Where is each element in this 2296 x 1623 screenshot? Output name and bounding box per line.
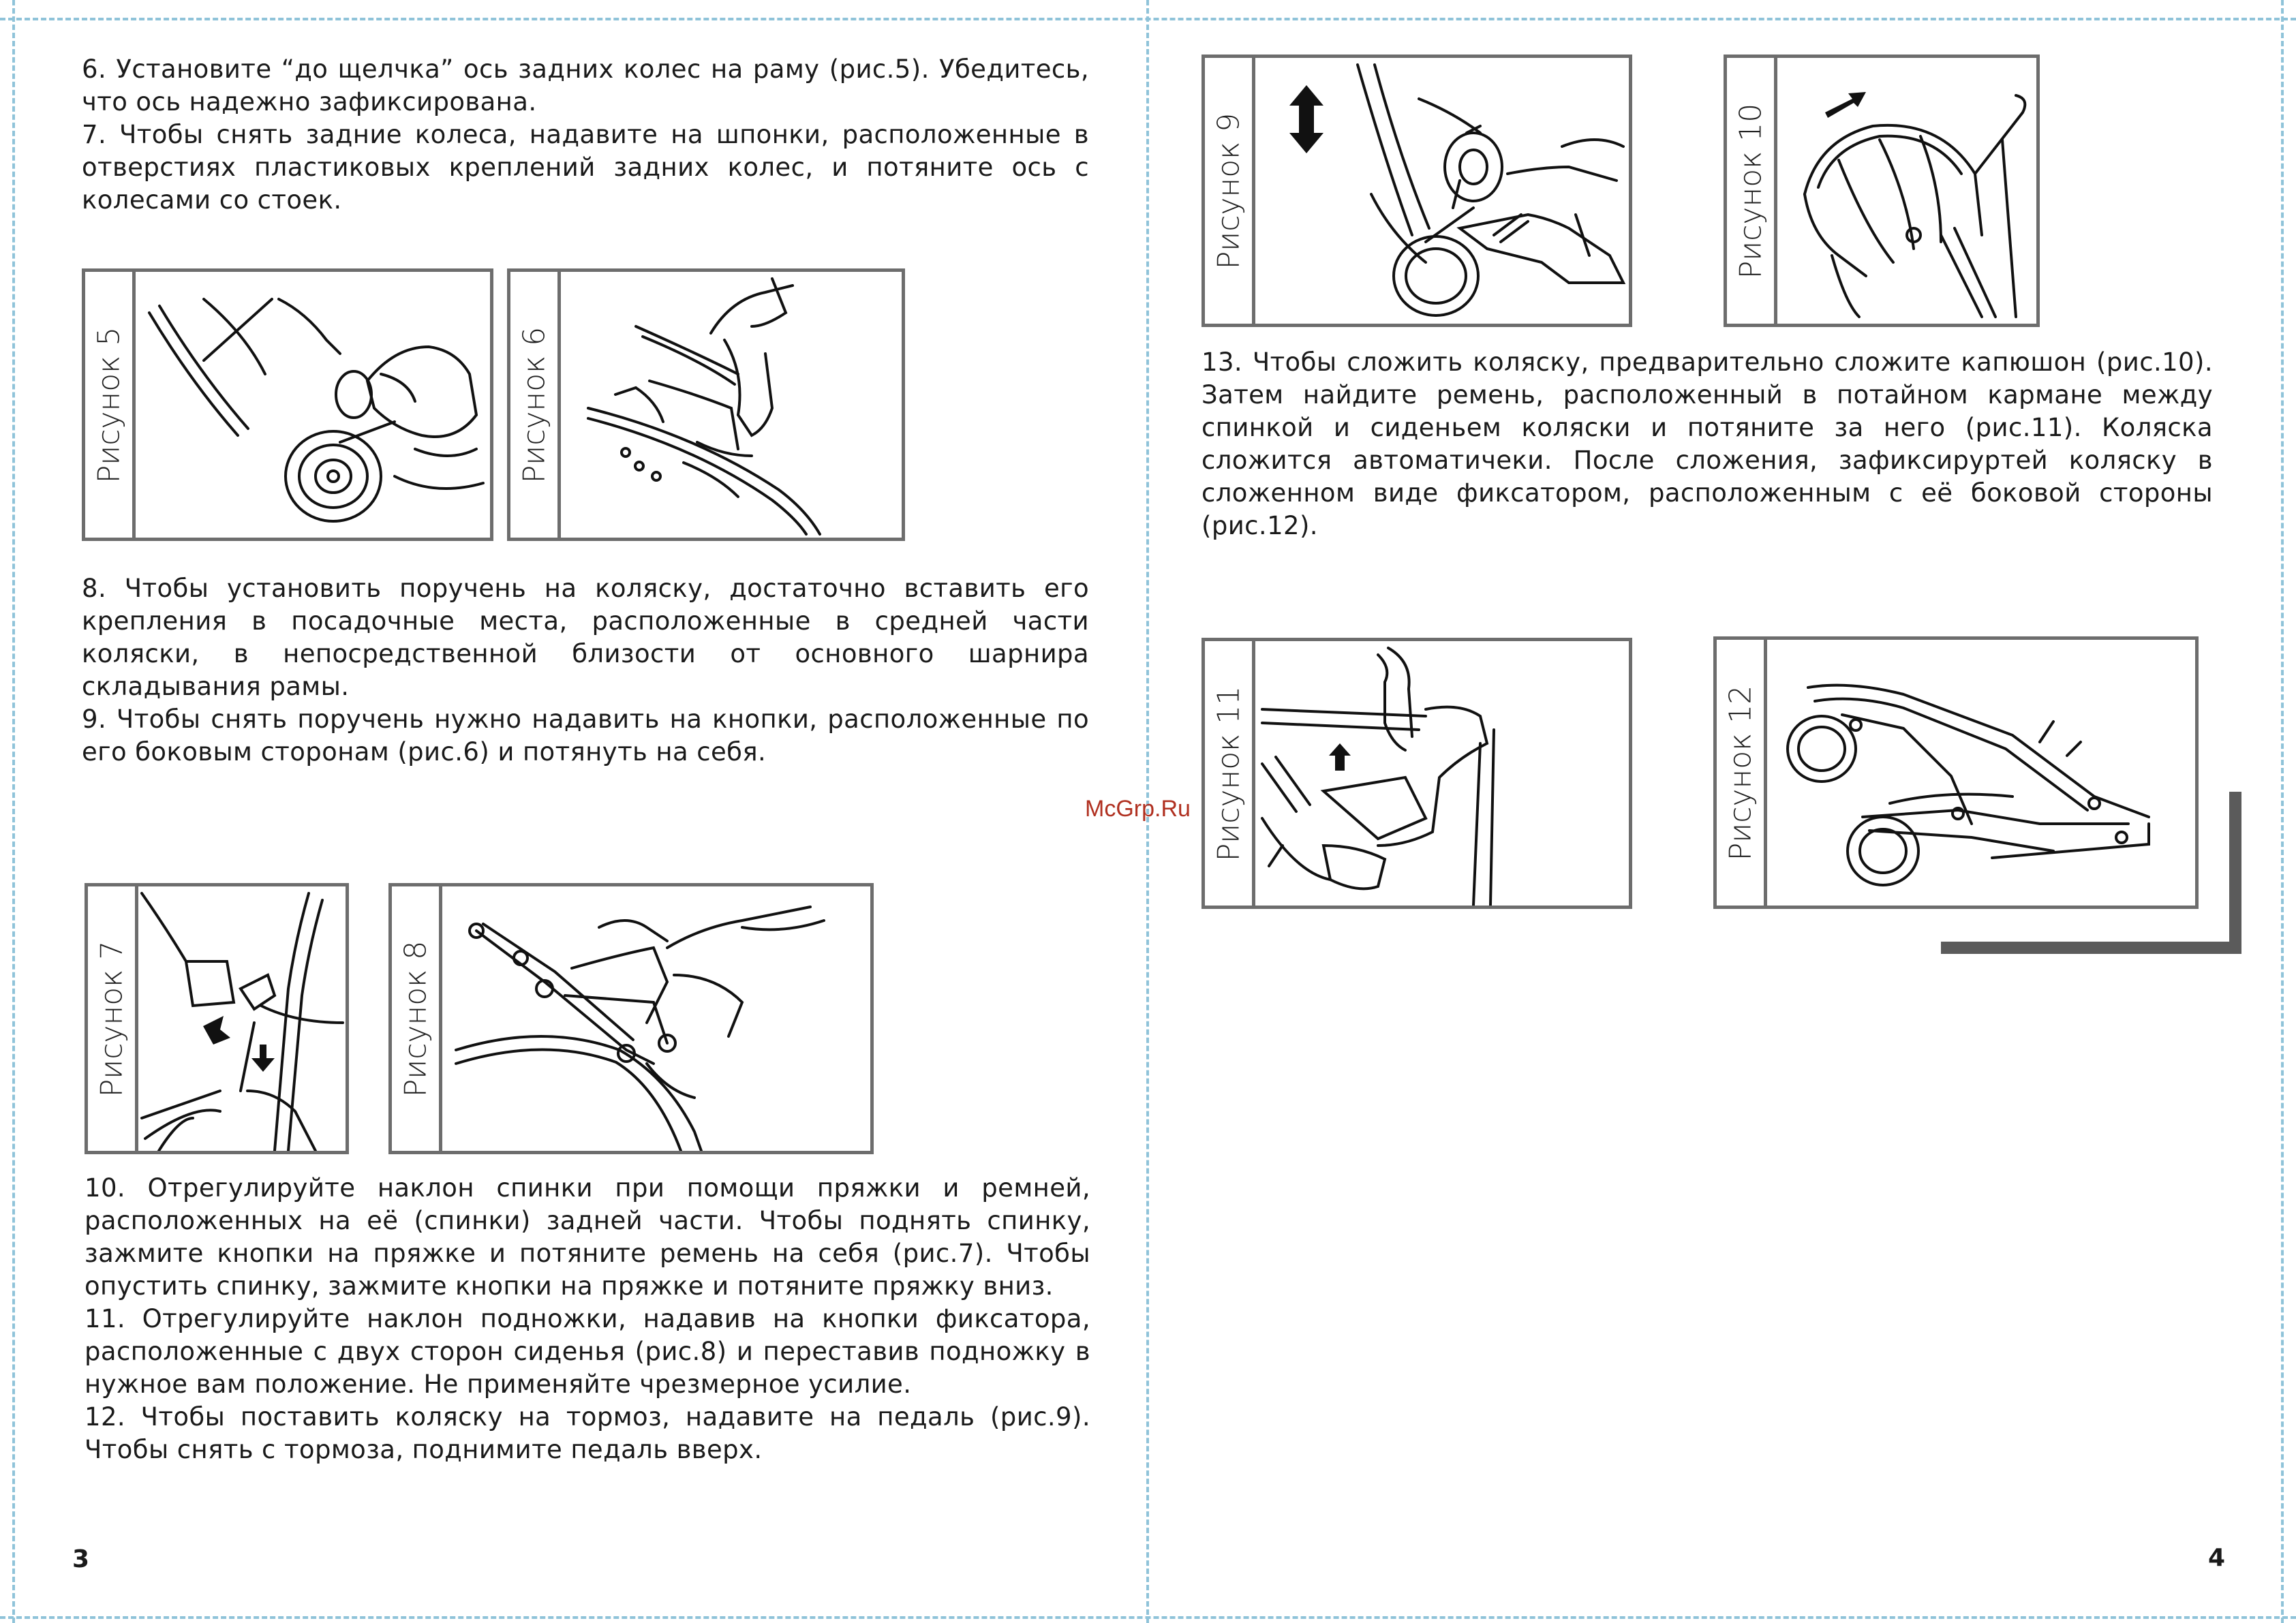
figure-12-caption: Рисунок 12 bbox=[1717, 640, 1767, 906]
figure-8-illustration bbox=[442, 886, 870, 1151]
figure-11-caption: Рисунок 11 bbox=[1205, 641, 1255, 906]
figure-9-illustration bbox=[1255, 58, 1629, 324]
step-10: 10. Отрегулируйте наклон спинки при помощи пряжки и ремней, расположенных на её (спинки) задней части. Чтобы поднять спинку, зажмите кнопки на пряжке и потяните ремень на себя (рис.7). Чтобы опустить спинку, зажмите кнопки на пряжке и потяните пряжку вниз. bbox=[85, 1173, 1090, 1301]
step-8: 8. Чтобы установить поручень на коляску, достаточно вставить его крепления в посадочные места, расположенные в средней части коляски, в непосредственной близости от основного шарнира складывания рамы. bbox=[82, 574, 1089, 701]
figure-5-illustration bbox=[136, 272, 490, 538]
page-number-3: 3 bbox=[72, 1545, 90, 1573]
step-6: 6. Установите “до щелчка” ось задних колес на раму (рис.5). Убедитесь, что ось надежно зафиксирована. bbox=[82, 55, 1089, 117]
figure-7 bbox=[85, 883, 349, 1154]
page-4 bbox=[1148, 0, 2296, 1623]
figure-8-caption: Рисунок 8 bbox=[392, 886, 442, 1151]
figure-5 bbox=[82, 268, 493, 541]
step-11: 11. Отрегулируйте наклон подножки, надавив на кнопки фиксатора, расположенные с двух сторон сиденья (рис.8) и переставив подножку в нужное вам положение. Не применяйте чрезмерное усилие. bbox=[85, 1304, 1090, 1399]
figure-12 bbox=[1713, 636, 2199, 909]
corner-mark-horizontal bbox=[1941, 942, 2241, 954]
figure-7-caption: Рисунок 7 bbox=[88, 886, 138, 1151]
figure-6-illustration bbox=[561, 272, 902, 538]
figure-10-caption: Рисунок 10 bbox=[1727, 58, 1777, 324]
figure-6 bbox=[507, 268, 905, 541]
figure-9 bbox=[1201, 55, 1632, 327]
figure-11 bbox=[1201, 638, 1632, 909]
step-12: 12. Чтобы поставить коляску на тормоз, надавите на педаль (рис.9). Чтобы снять с тормоза, поднимите педаль вверх. bbox=[85, 1402, 1090, 1464]
watermark: McGrp.Ru bbox=[1085, 796, 1191, 822]
instructions-13: 13. Чтобы сложить коляску, предварительно сложите капюшон (рис.10). Затем найдите ремень, расположенный в потайном кармане между спинкой и сиденьем коляски и потяните за него (рис.11). Коляска сложится автоматичеки. После сложения, зафиксируртей коляску в сложенном виде фиксатором, расположенным с её боковой стороны (рис.12). bbox=[1201, 347, 2213, 540]
instructions-6-7 bbox=[82, 53, 1089, 217]
instructions-8-9 bbox=[82, 572, 1089, 769]
figure-11-illustration bbox=[1255, 641, 1629, 906]
step-7: 7. Чтобы снять задние колеса, надавите на шпонки, расположенные в отверстиях пластиковых креплений задних колес, и потяните ось с колесами со стоек. bbox=[82, 120, 1089, 215]
page-number-4: 4 bbox=[2208, 1544, 2226, 1572]
step-9: 9. Чтобы снять поручень нужно надавить на кнопки, расположенные по его боковым сторонам (рис.6) и потянуть на себя. bbox=[82, 705, 1089, 767]
figure-12-illustration bbox=[1767, 640, 2195, 906]
corner-mark-vertical bbox=[2229, 792, 2241, 954]
figure-10-illustration bbox=[1777, 58, 2036, 324]
figure-10 bbox=[1724, 55, 2040, 327]
figure-8 bbox=[388, 883, 874, 1154]
figure-7-illustration bbox=[138, 886, 346, 1151]
figure-9-caption: Рисунок 9 bbox=[1205, 58, 1255, 324]
figure-5-caption: Рисунок 5 bbox=[85, 272, 136, 538]
figure-6-caption: Рисунок 6 bbox=[510, 272, 561, 538]
instructions-10-12 bbox=[85, 1172, 1090, 1466]
